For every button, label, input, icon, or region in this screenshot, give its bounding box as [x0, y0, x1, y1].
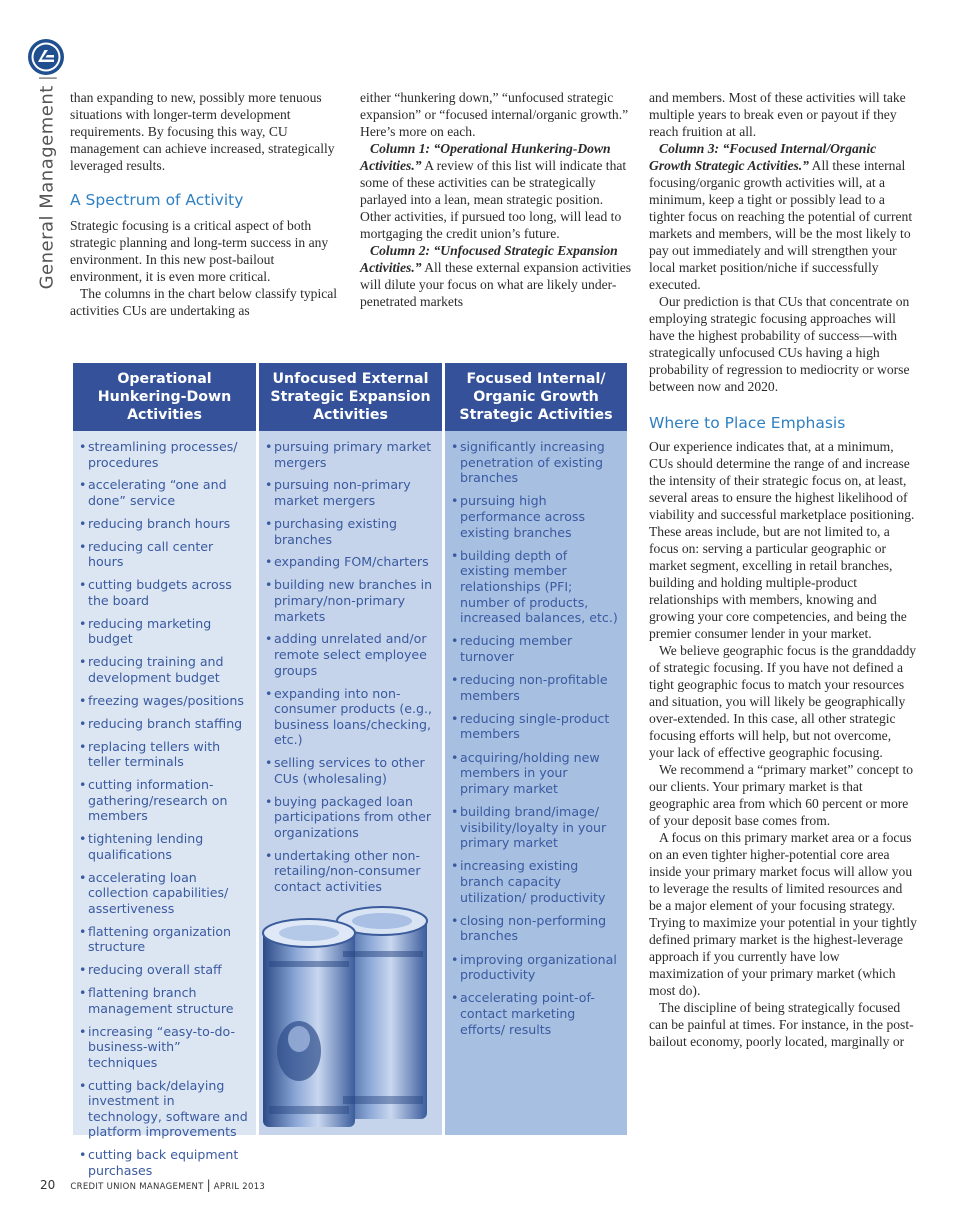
- activity-item: • reducing member turnover: [451, 633, 619, 664]
- activity-list: [73, 431, 256, 1179]
- activity-item: • pursuing high performance across existing branches: [451, 493, 619, 540]
- chart-column-title: Focused Internal/ Organic Growth Strategic Activities: [445, 363, 627, 431]
- activity-item: • cutting back equipment purchases: [79, 1147, 248, 1178]
- activity-item: • reducing training and development budget: [79, 654, 248, 685]
- activity-item: • building new branches in primary/non-primary markets: [265, 577, 434, 624]
- activity-item: • streamlining processes/ procedures: [79, 439, 248, 470]
- activity-item: • building brand/image/ visibility/loyalty in your primary market: [451, 804, 619, 851]
- page-footer: [40, 1174, 265, 1193]
- activity-item: • tightening lending qualifications: [79, 831, 248, 862]
- activity-item: • undertaking other non-retailing/non-consumer contact activities: [265, 848, 434, 895]
- paragraph: Column 3: “Focused Internal/Organic Growth Strategic Activities.” All these internal focusing/organic growth activities will, at a minimum, keep a tight or possibly lead to a tighter focus on reaching the potential of current markets and members, will be the most likely to pay out immediately and will strengthen your local market position/niche if successfully executed.: [649, 141, 913, 292]
- chart-column-focused-growth: [445, 363, 627, 1135]
- activity-item: • significantly increasing penetration of existing branches: [451, 439, 619, 486]
- issue-date: APRIL 2013: [213, 1182, 266, 1192]
- run-in-heading: Column 3: “Focused Internal/Organic Growth Strategic Activities.”: [649, 141, 877, 173]
- activity-item: • expanding FOM/charters: [265, 554, 434, 570]
- activity-item: • accelerating loan collection capabilities/ assertiveness: [79, 870, 248, 917]
- activity-item: • reducing single-product members: [451, 711, 619, 742]
- activity-item: • buying packaged loan participations from other organizations: [265, 794, 434, 841]
- run-in-heading: Column 1: “Operational Hunkering-Down Activities.”: [360, 141, 611, 173]
- activity-item: • purchasing existing branches: [265, 516, 434, 547]
- paragraph: Column 2: “Unfocused Strategic Expansion Activities.” All these external expansion activities will dilute your focus on what are likely under-penetrated markets: [360, 243, 632, 309]
- activity-item: • reducing call center hours: [79, 539, 248, 570]
- activity-item: • accelerating “one and done” service: [79, 477, 248, 508]
- chart-column-title: Operational Hunkering-Down Activities: [73, 363, 256, 431]
- activity-list: [259, 431, 442, 895]
- text-column-2: [360, 89, 632, 310]
- activity-item: • reducing branch staffing: [79, 716, 248, 732]
- paragraph: Our prediction is that CUs that concentrate on employing strategic focusing approaches will have the highest probability of success—with strategically unfocused CUs having a high probability of regression to mediocrity or worse between now and 2020.: [649, 294, 910, 394]
- activity-item: • pursuing primary market mergers: [265, 439, 434, 470]
- section-heading-spectrum: A Spectrum of Activity: [70, 191, 244, 209]
- chart-column-hunkering-down: [73, 363, 256, 1178]
- activity-item: • flattening branch management structure: [79, 985, 248, 1016]
- activity-item: • accelerating point-of-contact marketing efforts/ results: [451, 990, 619, 1037]
- activity-item: • selling services to other CUs (wholesaling): [265, 755, 434, 786]
- section-heading-emphasis: Where to Place Emphasis: [649, 414, 846, 432]
- rolled-dollar-bills-image: [259, 901, 442, 1135]
- activity-item: • replacing tellers with teller terminals: [79, 739, 248, 770]
- activities-chart: [73, 363, 627, 1178]
- chart-column-title: Unfocused External Strategic Expansion Activities: [259, 363, 442, 431]
- activity-item: • improving organizational productivity: [451, 952, 619, 983]
- paragraph: The columns in the chart below classify typical activities CUs are undertaking as: [70, 286, 338, 318]
- activity-item: • reducing non-profitable members: [451, 672, 619, 703]
- activity-item: • reducing branch hours: [79, 516, 248, 532]
- paragraph: Column 1: “Operational Hunkering-Down Activities.” A review of this list will indicate that some of these activities can be strategically parlayed into a lean, mean strategic position. Other activities, if pursued too long, will lead to mortgaging the credit union’s future.: [360, 141, 627, 241]
- chart-column-unfocused-expansion: [259, 363, 442, 1135]
- activity-item: • freezing wages/positions: [79, 693, 248, 709]
- activity-item: • adding unrelated and/or remote select employee groups: [265, 631, 434, 678]
- text-column-3: [649, 89, 917, 1050]
- publication-name: CREDIT UNION MANAGEMENT: [70, 1182, 204, 1192]
- activity-item: • reducing overall staff: [79, 962, 248, 978]
- paragraph: We believe geographic focus is the granddaddy of strategic focusing. If you have not defined a tight geographic focus to match your resources and situation, you will likely be geographically over-extended. In this case, all other strategic focusing efforts will help, but not overcome, your lack of effective geographic focusing.: [649, 643, 917, 760]
- activity-item: • increasing “easy-to-do-business-with” techniques: [79, 1024, 248, 1071]
- activity-item: • flattening organization structure: [79, 924, 248, 955]
- paragraph: A focus on this primary market area or a focus on an even tighter higher-potential core area inside your primary market focus will allow you to leverage the results of limited resources and be a major element of your focusing strategy. Trying to maximize your potential in your tightly defined primary market is the highest-leverage approach if you currently have low maximization of your primary market (which most do).: [649, 830, 917, 998]
- activity-item: • expanding into non-consumer products (e.g., business loans/checking, etc.): [265, 686, 434, 748]
- activity-item: • increasing existing branch capacity utilization/ productivity: [451, 858, 619, 905]
- paragraph: either “hunkering down,” “unfocused strategic expansion” or “focused internal/organic growth.” Here’s more on each.: [360, 90, 629, 139]
- activity-item: • acquiring/holding new members in your primary market: [451, 750, 619, 797]
- section-label: General Management|: [36, 74, 58, 290]
- cu-management-logo-icon: [27, 38, 65, 76]
- paragraph: than expanding to new, possibly more tenuous situations with longer-term development requirements. By focusing this way, CU management can achieve increased, strategically leveraged results.: [70, 90, 335, 173]
- page-number: 20: [40, 1178, 56, 1192]
- paragraph: Strategic focusing is a critical aspect of both strategic planning and long-term success in any environment. In this new post-bailout environment, it is even more critical.: [70, 218, 329, 284]
- activity-item: • cutting budgets across the board: [79, 577, 248, 608]
- activity-item: • cutting back/delaying investment in technology, software and platform improvements: [79, 1078, 248, 1140]
- paragraph: The discipline of being strategically focused can be painful at times. For instance, in the post-bailout economy, poorly located, marginally or: [649, 1000, 914, 1049]
- text-column-1: [70, 89, 342, 319]
- paragraph: Our experience indicates that, at a minimum, CUs should determine the range of and increase the intensity of their strategic focus on, at least, several areas to ensure the highest likelihood of viability and successful marketplace positioning. These areas include, but are not limited to, a focus on: serving a particular geographic or market segment, excelling in retail branches, building and holding multiple-product relationships with members, knowing and growing your core competencies, and being the premier consumer lender in your market.: [649, 439, 915, 641]
- activity-item: • pursuing non-primary market mergers: [265, 477, 434, 508]
- activity-item: • reducing marketing budget: [79, 616, 248, 647]
- activity-item: • cutting information-gathering/research on members: [79, 777, 248, 824]
- activity-item: • building depth of existing member relationships (PFI; number of products, increased balances, etc.): [451, 548, 619, 626]
- paragraph: and members. Most of these activities will take multiple years to break even or payout if they reach fruition at all.: [649, 90, 906, 139]
- activity-list: [445, 431, 627, 1037]
- footer-divider: |: [206, 1178, 211, 1192]
- paragraph: We recommend a “primary market” concept to our clients. Your primary market is that geographic area from which 60 percent or more of your deposit base comes from.: [649, 762, 914, 828]
- activity-item: • closing non-performing branches: [451, 913, 619, 944]
- run-in-heading: Column 2: “Unfocused Strategic Expansion Activities.”: [360, 243, 618, 275]
